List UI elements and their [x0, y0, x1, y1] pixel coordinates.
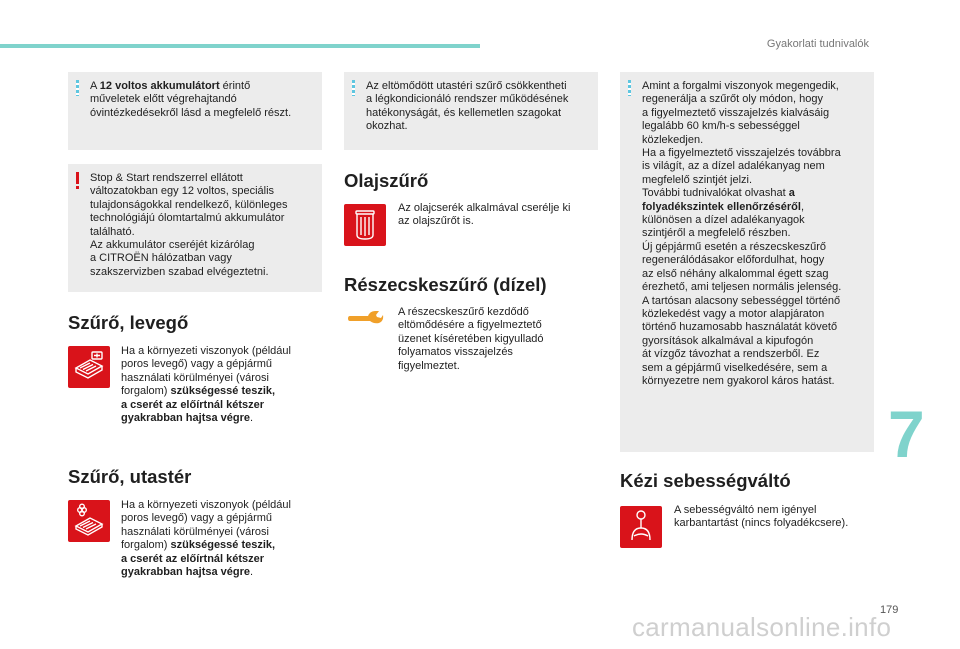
info-box-text: Amint a forgalmi viszonyok megengedik, regenerálja a szűrőt oly módon, hogy a figyelmeztető visszajelzés kialvásáig legalább 60 km/h-s sebességgel közlekedjen. Ha a figyelmeztető visszajelzés továbbra is világít, az a dízel adalékanyag nem megfelelő szintjét jelzi. További tudnivalókat olvashat a folyadékszintek ellenőrzéséről, különösen a dízel adalékanyagok szintjéről a megfelelő részben. Új gépjármű esetén a részecskeszűrő regenerálódásakor előfordulhat, hogy az első néhány alkalommal égett szag érezhető, ami teljesen normális jelenség. A tartósan alacsony sebességgel történő közlekedést vagy a motor alapjáraton történő huzamosabb használatát követő gyorsítások alkalmával a kipufogón át vízgőz távozhat a rendszerből. Ez sem a gépjármű viselkedésére, sem a környezetre nem gyakorol káros hatást.	[642, 80, 842, 387]
info-line: óvintézkedésekről lásd a megfelelő részt.	[90, 106, 292, 119]
info-box-battery	[68, 72, 322, 150]
air-filter-icon	[68, 346, 110, 388]
info-icon	[76, 80, 79, 96]
cabin-filter-icon	[68, 500, 110, 542]
particle-filter-text: A részecskeszűrő kezdődő eltömődésére a figyelmeztető üzenet kíséretében kigyulladó folyamatos visszajelzés figyelmeztet.	[398, 306, 544, 372]
heading-gearbox: Kézi sebességváltó	[620, 470, 791, 491]
page-number: 179	[880, 604, 899, 616]
info-box-text: Az eltömődött utastéri szűrő csökkentheti a légkondicionáló rendszer működésének hatékonyságát, és kellemetlen szagokat okozhat.	[366, 80, 569, 133]
cabin-filter-text: Ha a környezeti viszonyok (például poros levegő) vagy a gépjármű használati körülményei (városi forgalom) szükségessé teszik, a cserét az előírtnál kétszer gyakrabban hajtsa végre.	[121, 499, 291, 579]
watermark: carmanualsonline.info	[632, 612, 892, 642]
air-filter-text: Ha a környezeti viszonyok (például poros levegő) vagy a gépjármű használati körülményei (városi forgalom) szükségessé teszik, a cserét az előírtnál kétszer gyakrabban hajtsa végre.	[121, 345, 291, 425]
gearbox-icon	[620, 506, 662, 548]
heading-oil-filter: Olajszűrő	[344, 170, 429, 191]
oil-filter-icon	[344, 204, 386, 246]
info-box-cabin-filter	[344, 72, 598, 150]
warning-icon	[76, 172, 79, 189]
heading-air-filter: Szűrő, levegő	[68, 312, 189, 333]
info-icon	[628, 80, 631, 96]
info-line: A 12 voltos akkumulátort érintő	[90, 80, 251, 92]
info-line: műveletek előtt végrehajtandó	[90, 93, 237, 106]
warning-box-stop-start	[68, 164, 322, 292]
warning-text: Stop & Start rendszerrel ellátott változatokban egy 12 voltos, speciális tulajdonságokkal rendelkező, különleges technológiájú ólomtartalmú akkumulátor található. Az akkumulátor cseréjét kizárólag a CITROËN hálózatban vagy szakszervizben szabad elvégeztetni.	[90, 172, 288, 278]
chapter-number: 7	[888, 397, 925, 471]
section-title: Gyakorlati tudnivalók	[766, 38, 869, 50]
wrench-icon	[346, 306, 386, 330]
heading-cabin-filter: Szűrő, utastér	[68, 466, 192, 487]
heading-particle-filter: Részecskeszűrő (dízel)	[344, 274, 547, 295]
info-box-regeneration	[620, 72, 874, 452]
info-box-text	[90, 80, 314, 120]
header-accent-bar	[0, 44, 480, 48]
gearbox-text: A sebességváltó nem igényel karbantartást (nincs folyadékcsere).	[674, 504, 849, 530]
info-icon	[352, 80, 355, 96]
oil-filter-text: Az olajcserék alkalmával cserélje ki az olajszűrőt is.	[398, 202, 571, 228]
